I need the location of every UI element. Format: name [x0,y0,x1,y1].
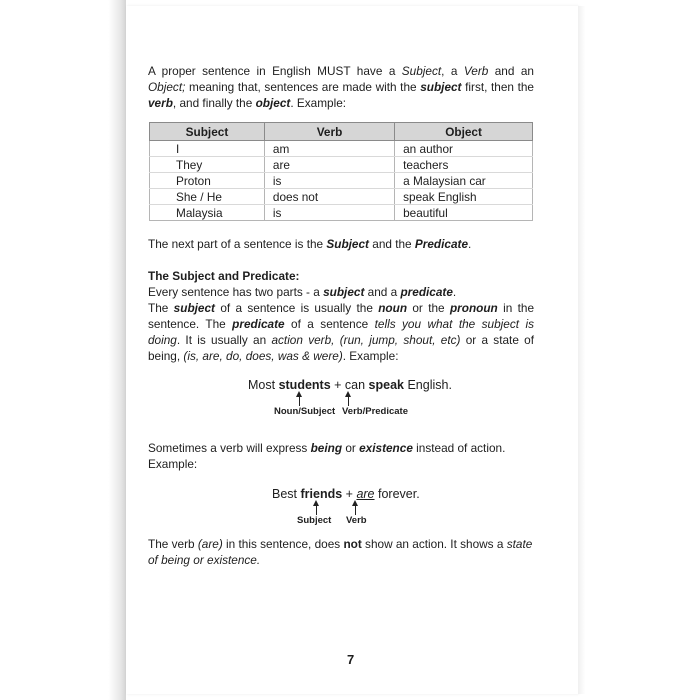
arrow-up-icon [355,505,356,515]
section-line-1: Every sentence has two parts - a subject and a predicate. [148,285,457,299]
table-cell: She / He [150,189,265,205]
table-cell: I [150,141,265,157]
subject-label: Subject [297,515,332,526]
arrow-up-icon [348,396,349,406]
grammar-table [149,122,533,221]
table-cell: is [264,173,394,189]
table-cell: does not [264,189,394,205]
noun-subject-label: Noun/Subject [274,406,336,417]
example-sentence-1: Most students + can speak English. [248,378,452,392]
verb-label: Verb [346,515,367,526]
table-cell: Malaysia [150,205,265,221]
example-sentence-2: Best friends + are forever. [272,487,420,501]
arrow-up-icon [316,505,317,515]
book-gutter [0,0,126,700]
header-subject: Subject [150,123,265,141]
table-row [150,157,533,173]
page-edge [578,6,700,694]
table-cell: beautiful [395,205,533,221]
table-row [150,173,533,189]
header-verb: Verb [264,123,394,141]
section-heading: The Subject and Predicate: [148,269,300,283]
subject-predicate-section [148,268,534,364]
page-number: 7 [347,652,355,667]
intro-paragraph: A proper sentence in English MUST have a Subject, a Verb and an Object; meaning that, sentences are made with the subject first, then the verb, and finally the object. Example: [148,64,534,110]
closing-paragraph: The verb (are) in this sentence, does not show an action. It shows a state of being or existence. [148,537,533,567]
table-cell: speak English [395,189,533,205]
table-cell: a Malaysian car [395,173,533,189]
section-body: The subject of a sentence is usually the noun or the pronoun in the sentence. The predicate of a sentence tells you what the subject is doing. It is usually an action verb, (run, jump, shout, etc) or a state of being, (is, are, do, does, was & were). Example: [148,301,535,363]
verb-predicate-label: Verb/Predicate [342,406,409,417]
table-row [150,141,533,157]
table-cell: They [150,157,265,173]
table-cell: am [264,141,394,157]
table-cell: Proton [150,173,265,189]
table-row [150,189,533,205]
table-cell: are [264,157,394,173]
table-row [150,205,533,221]
table-cell: an author [395,141,533,157]
header-object: Object [395,123,533,141]
table-header-row [150,123,533,141]
arrow-up-icon [299,396,300,406]
table-cell: is [264,205,394,221]
table-cell: teachers [395,157,533,173]
existence-paragraph: Sometimes a verb will express being or existence instead of action. Example: [148,441,506,471]
next-part-paragraph: The next part of a sentence is the Subject and the Predicate. [148,237,472,251]
